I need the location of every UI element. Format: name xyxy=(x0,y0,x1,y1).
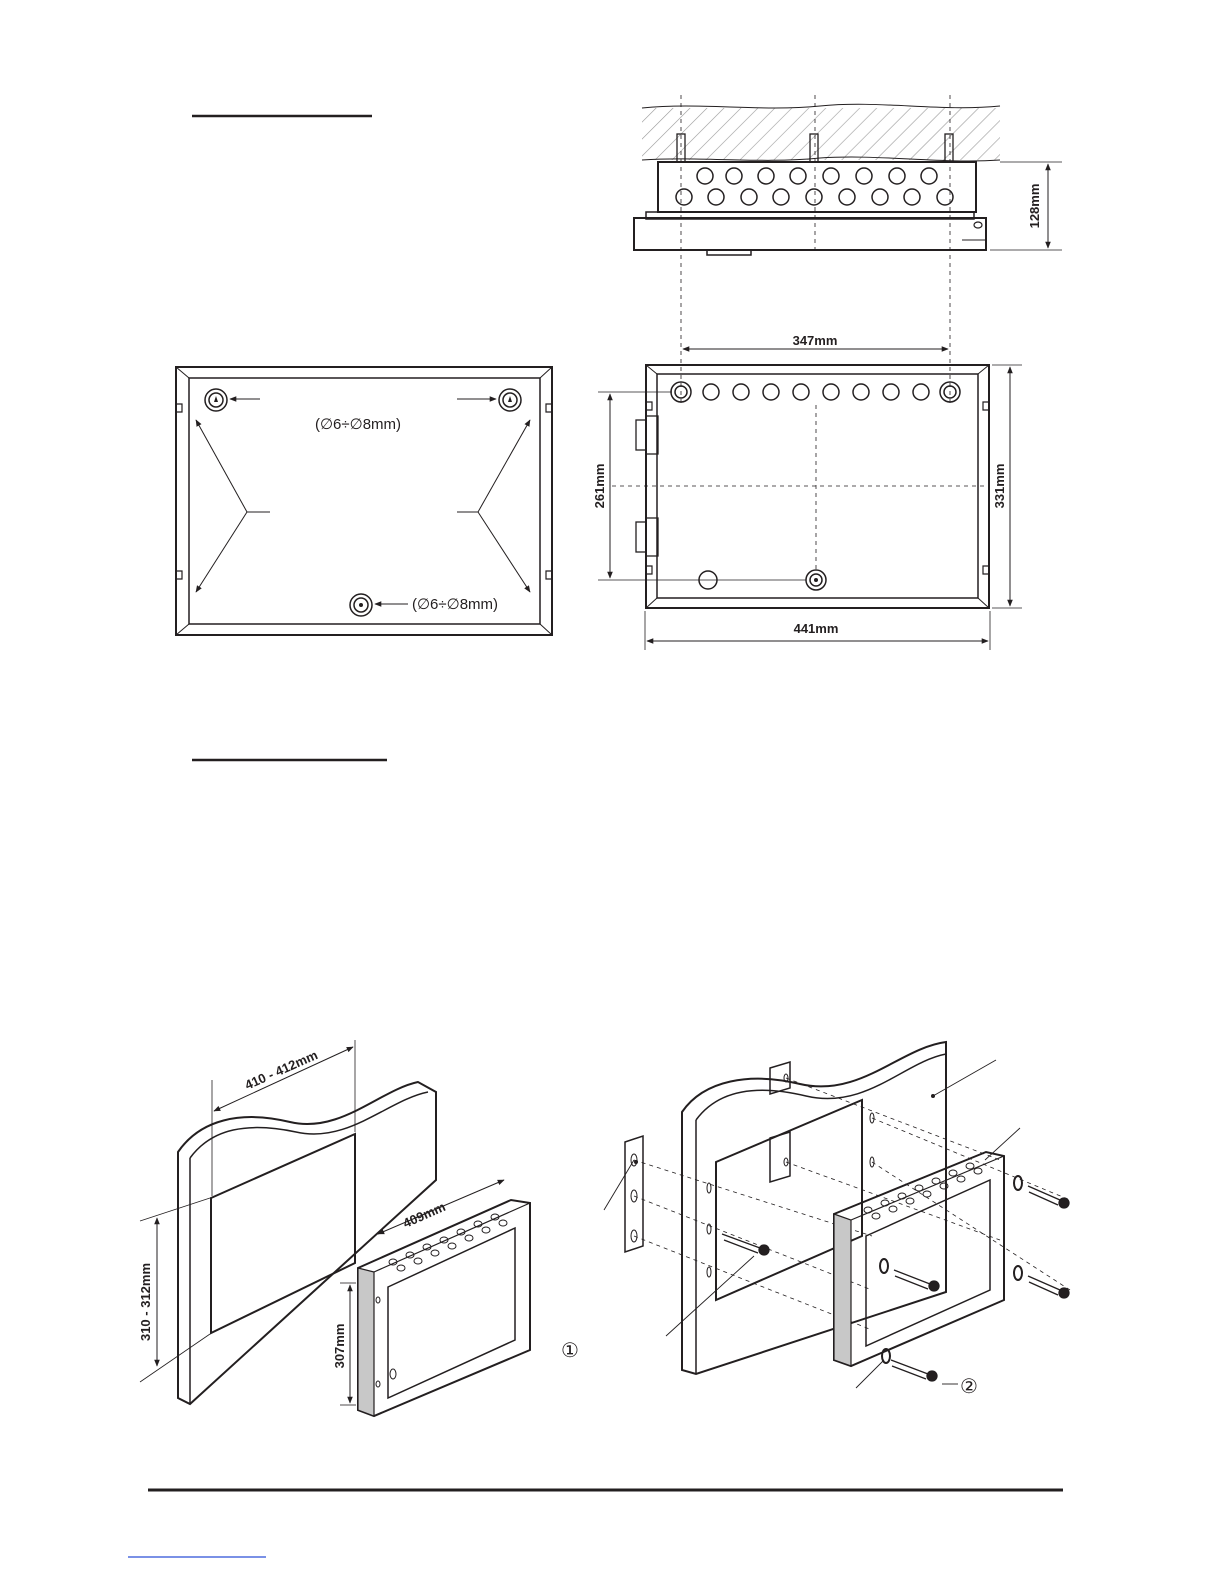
wall-cutout xyxy=(211,1134,355,1333)
cutout-width-dimension: 410 - 412mm xyxy=(242,1047,320,1093)
flush-mount-assembly xyxy=(604,1042,1070,1398)
hole-spacing-dimension: 347mm xyxy=(792,333,838,348)
cable-knockouts-front xyxy=(699,384,929,589)
depth-dimension: 128mm xyxy=(1027,183,1042,229)
step-one-marker: ① xyxy=(561,1338,579,1362)
hole-diameter-label-top: (∅6÷∅8mm) xyxy=(315,416,402,433)
side-view xyxy=(634,104,1062,255)
screw xyxy=(722,1186,1069,1381)
frame-height-dimension: 307mm xyxy=(332,1323,347,1369)
height-dimension: 331mm xyxy=(992,463,1007,509)
mounting-strip xyxy=(625,1136,643,1252)
flush-mount-cutout xyxy=(138,1040,579,1416)
width-dimension: 441mm xyxy=(793,621,839,636)
enclosure-side-lid xyxy=(634,218,986,250)
flush-frame xyxy=(834,1152,1004,1366)
front-view-enclosure xyxy=(592,333,1022,650)
hole-diameter-label-bottom: (∅6÷∅8mm) xyxy=(412,596,499,613)
vertical-spacing-dimension: 261mm xyxy=(592,463,607,509)
step-two-marker: ② xyxy=(960,1374,978,1398)
cutout-height-dimension: 310 - 312mm xyxy=(138,1262,153,1342)
frame-width-dimension: 409mm xyxy=(400,1198,448,1231)
back-view-enclosure xyxy=(176,367,552,635)
cable-knockouts-side xyxy=(676,168,953,205)
